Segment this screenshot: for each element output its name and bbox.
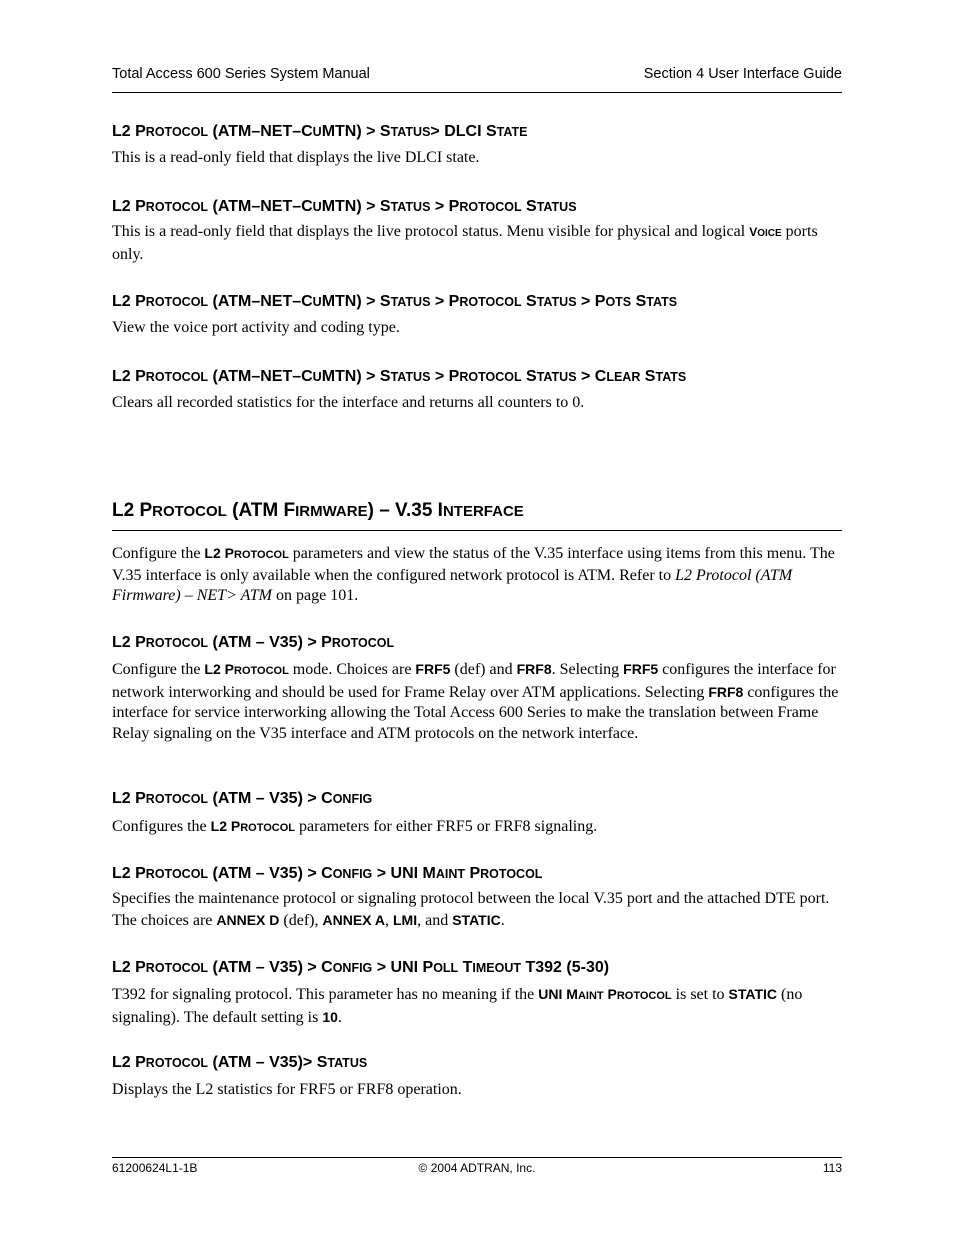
page-footer — [112, 1157, 842, 1178]
paragraph-v35-intro: Configure the L2 PROTOCOL parameters and view the status of the V.35 interface using items from this menu. The V.35 interface is only available when the configured network protocol is ATM. Refer to L2 Protocol (ATM Firmware) – NET> ATM on page 101. — [112, 545, 835, 604]
heading-clear-stats: L2 PROTOCOL (ATM–NET–CUMTN) > STATUS > PROTOCOL STATUS > CLEAR STATS — [112, 368, 687, 385]
footer-copyright: © 2004 ADTRAN, Inc. — [418, 1161, 536, 1175]
paragraph-v35-protocol: Configure the L2 PROTOCOL mode. Choices are FRF5 (def) and FRF8. Selecting FRF5 configures the interface for network interworking and should be used for Frame Relay over ATM applications. Selecting FRF8 configures the interface for service interworking allowing the Total Access 600 Series to make the translation between Frame Relay signaling on the V35 interface and ATM protocols on the network interface. — [112, 661, 839, 742]
heading-uni-poll-timeout: L2 PROTOCOL (ATM – V35) > CONFIG > UNI POLL TIMEOUT T392 (5-30) — [112, 959, 610, 976]
paragraph-dlci-state: This is a read-only field that displays the live DLCI state. — [112, 149, 480, 166]
paragraph-protocol-status: This is a read-only field that displays the live protocol status. Menu visible for physical and logical VOICE ports only. — [112, 223, 818, 263]
header-section-title: Section 4 User Interface Guide — [643, 66, 842, 82]
heading-v35-status: L2 PROTOCOL (ATM – V35)> STATUS — [112, 1054, 368, 1071]
heading-v35-interface: L2 PROTOCOL (ATM FIRMWARE) – V.35 INTERFACE — [112, 498, 842, 531]
paragraph-uni-poll-timeout: T392 for signaling protocol. This parameter has no meaning if the UNI MAINT PROTOCOL is set to STATIC (no signaling). The default setting is 10. — [112, 986, 803, 1026]
paragraph-pots-stats: View the voice port activity and coding type. — [112, 319, 400, 336]
heading-pots-stats: L2 PROTOCOL (ATM–NET–CUMTN) > STATUS > PROTOCOL STATUS > POTS STATS — [112, 293, 678, 310]
header-manual-title: Total Access 600 Series System Manual — [112, 66, 370, 82]
heading-v35-protocol: L2 PROTOCOL (ATM – V35) > PROTOCOL — [112, 634, 395, 651]
cross-reference-link: L2 Protocol (ATM Firmware) – NET> ATM — [112, 566, 793, 604]
paragraph-clear-stats: Clears all recorded statistics for the interface and returns all counters to 0. — [112, 394, 585, 411]
footer-page-number: 113 — [822, 1161, 842, 1175]
paragraph-v35-config: Configures the L2 PROTOCOL parameters for either FRF5 or FRF8 signaling. — [112, 818, 598, 835]
heading-v35-config: L2 PROTOCOL (ATM – V35) > CONFIG — [112, 790, 373, 807]
paragraph-uni-maint-protocol: Specifies the maintenance protocol or signaling protocol between the local V.35 port and the attached DTE port. The choices are ANNEX D (def), ANNEX A, LMI, and STATIC. — [112, 890, 830, 929]
paragraph-v35-status: Displays the L2 statistics for FRF5 or FRF8 operation. — [112, 1081, 462, 1098]
heading-protocol-status: L2 PROTOCOL (ATM–NET–CUMTN) > STATUS > PROTOCOL STATUS — [112, 198, 577, 215]
page-header — [112, 66, 842, 93]
footer-doc-number: 61200624L1-1B — [112, 1161, 198, 1175]
heading-dlci-state: L2 PROTOCOL (ATM–NET–CUMTN) > STATUS> DLCI STATE — [112, 123, 528, 140]
heading-uni-maint-protocol: L2 PROTOCOL (ATM – V35) > CONFIG > UNI MAINT PROTOCOL — [112, 865, 543, 882]
